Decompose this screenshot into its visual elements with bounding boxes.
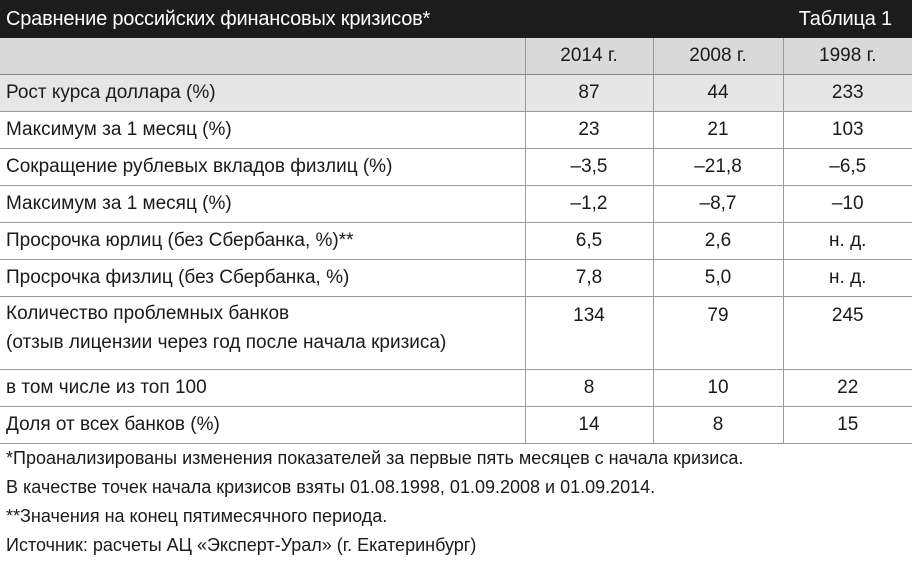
cell-1998: 22 xyxy=(783,369,912,406)
row-label: Доля от всех банков (%) xyxy=(0,406,525,443)
table-row xyxy=(0,369,912,406)
cell-2014: –1,2 xyxy=(525,185,653,222)
cell-1998: 233 xyxy=(783,74,912,111)
cell-2014: 134 xyxy=(525,296,653,369)
cell-2008: –21,8 xyxy=(653,148,783,185)
title-bar xyxy=(0,0,912,38)
cell-1998: 15 xyxy=(783,406,912,443)
table-row xyxy=(0,185,912,222)
cell-1998: 103 xyxy=(783,111,912,148)
row-label xyxy=(0,296,525,369)
footnote: В качестве точек начала кризисов взяты 01.08.1998, 01.09.2008 и 01.09.2014. xyxy=(6,477,656,497)
column-header-label xyxy=(0,38,525,74)
footnotes xyxy=(6,444,906,560)
row-label: Максимум за 1 месяц (%) xyxy=(0,111,525,148)
table-row xyxy=(0,74,912,111)
footnote: **Значения на конец пятимесячного периода. xyxy=(6,506,388,526)
cell-2014: 7,8 xyxy=(525,259,653,296)
column-header-2014: 2014 г. xyxy=(525,38,653,74)
table-row xyxy=(0,406,912,443)
table-row xyxy=(0,296,912,369)
row-label: Максимум за 1 месяц (%) xyxy=(0,185,525,222)
cell-1998: 245 xyxy=(783,296,912,369)
table-header-row xyxy=(0,38,912,74)
row-label-line1: Количество проблемных банков xyxy=(6,302,290,324)
cell-2014: 14 xyxy=(525,406,653,443)
cell-1998: н. д. xyxy=(783,222,912,259)
column-header-2008: 2008 г. xyxy=(653,38,783,74)
table-row xyxy=(0,111,912,148)
row-label: Рост курса доллара (%) xyxy=(0,74,525,111)
cell-1998: н. д. xyxy=(783,259,912,296)
row-label: Просрочка физлиц (без Сбербанка, %) xyxy=(0,259,525,296)
cell-2014: –3,5 xyxy=(525,148,653,185)
cell-2008: 5,0 xyxy=(653,259,783,296)
cell-2008: –8,7 xyxy=(653,185,783,222)
row-label: Просрочка юрлиц (без Сбербанка, %)** xyxy=(0,222,525,259)
document-title: Сравнение российских финансовых кризисов* xyxy=(6,7,431,30)
cell-2014: 23 xyxy=(525,111,653,148)
table-row xyxy=(0,148,912,185)
footnote: *Проанализированы изменения показателей за первые пять месяцев с начала кризиса. xyxy=(6,448,744,468)
row-label-line2: (отзыв лицензии через год после начала кризиса) xyxy=(6,331,447,353)
cell-2008: 44 xyxy=(653,74,783,111)
cell-2008: 8 xyxy=(653,406,783,443)
row-label: Сокращение рублевых вкладов физлиц (%) xyxy=(0,148,525,185)
cell-2014: 8 xyxy=(525,369,653,406)
table-number: Таблица 1 xyxy=(798,7,892,30)
row-label: в том числе из топ 100 xyxy=(0,369,525,406)
cell-2014: 87 xyxy=(525,74,653,111)
cell-2008: 2,6 xyxy=(653,222,783,259)
cell-2008: 21 xyxy=(653,111,783,148)
cell-2008: 79 xyxy=(653,296,783,369)
source-note: Источник: расчеты АЦ «Эксперт-Урал» (г. Екатеринбург) xyxy=(6,535,477,555)
cell-2014: 6,5 xyxy=(525,222,653,259)
cell-1998: –10 xyxy=(783,185,912,222)
column-header-1998: 1998 г. xyxy=(783,38,912,74)
cell-2008: 10 xyxy=(653,369,783,406)
crisis-comparison-table xyxy=(0,38,912,444)
table-row xyxy=(0,259,912,296)
table-row xyxy=(0,222,912,259)
cell-1998: –6,5 xyxy=(783,148,912,185)
